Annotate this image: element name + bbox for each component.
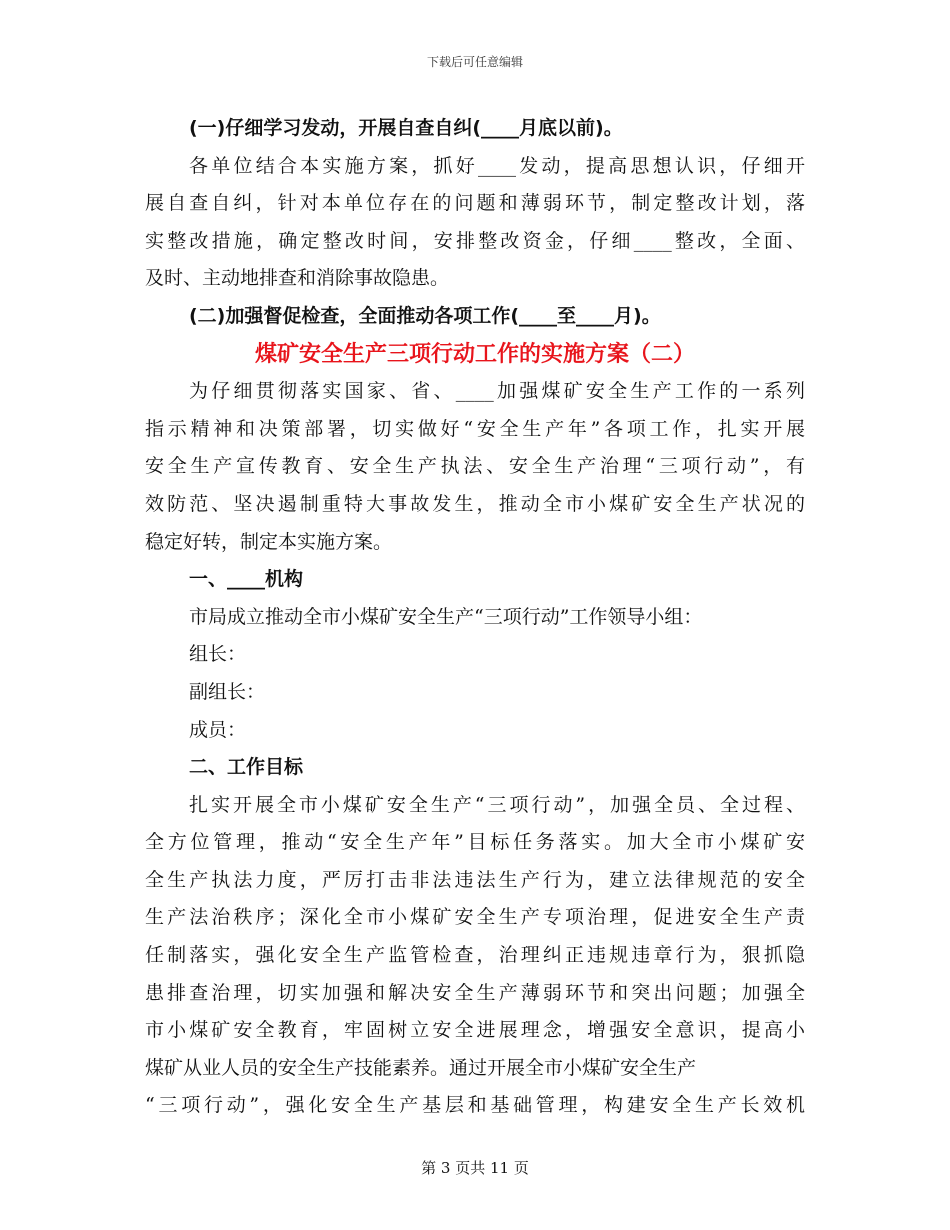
paragraph-line: (二)加强督促检查，全面推动各项工作(____至____月)。 [189,304,661,327]
paragraph-line: 稳定好转，制定本实施方案。 [145,530,393,553]
paragraph-line: 实整改措施，确定整改时间，安排整改资金，仔细____整改，全面、 [145,229,805,252]
heading-line: 二、工作目标 [189,756,304,779]
paragraph-line: 组长： [189,643,247,666]
document-body [145,110,805,1125]
page-header: 下载后可任意编辑 [426,55,523,69]
page-footer: 第 3 页共 11 页 [421,1159,529,1177]
paragraph-line: 患排查治理，切实加强和解决安全生产薄弱环节和突出问题；加强全 [145,981,805,1004]
paragraph-line: 任制落实，强化安全生产监管检查，治理纠正违规违章行为，狠抓隐 [145,944,805,967]
paragraph-line: 各单位结合本实施方案，抓好____发动，提高思想认识，仔细开 [189,154,805,177]
paragraph-line: 为仔细贯彻落实国家、省、____加强煤矿安全生产工作的一系列 [189,380,805,403]
section-title: 煤矿安全生产三项行动工作的实施方案（二） [254,341,695,367]
paragraph-line: 市小煤矿安全教育，牢固树立安全进展理念，增强安全意识，提高小 [145,1019,805,1042]
paragraph-line: 指示精神和决策部署，切实做好“安全生产年”各项工作，扎实开展 [145,417,805,440]
paragraph-line: 成员： [189,718,247,741]
paragraph-line: “三项行动”，强化安全生产基层和基础管理，构建安全生产长效机 [145,1094,805,1117]
paragraph-line: 副组长： [189,680,266,703]
paragraph-line: 展自查自纠，针对本单位存在的问题和薄弱环节，制定整改计划，落 [145,192,805,215]
paragraph-line: (一)仔细学习发动，开展自查自纠(____月底以前)。 [189,117,623,139]
paragraph-line: 全方位管理，推动“安全生产年”目标任务落实。加大全市小煤矿安 [145,831,805,854]
paragraph-line: 全生产执法力度，严厉打击非法违法生产行为，建立法律规范的安全 [145,868,805,891]
paragraph-line: 市局成立推动全市小煤矿安全生产“三项行动”工作领导小组： [189,605,703,628]
paragraph-line: 及时、主动地排查和消除事故隐患。 [145,267,450,290]
paragraph-line: 生产法治秩序；深化全市小煤矿安全生产专项治理，促进安全生产责 [145,906,805,929]
paragraph-line: 安全生产宣传教育、安全生产执法、安全生产治理“三项行动”，有 [145,455,805,478]
heading-line: 一、____机构 [189,568,304,591]
paragraph-line: 效防范、坚决遏制重特大事故发生，推动全市小煤矿安全生产状况的 [145,492,805,515]
paragraph-line: 煤矿从业人员的安全生产技能素养。通过开展全市小煤矿安全生产 [145,1056,697,1079]
paragraph-line: 扎实开展全市小煤矿安全生产“三项行动”，加强全员、全过程、 [189,793,805,816]
